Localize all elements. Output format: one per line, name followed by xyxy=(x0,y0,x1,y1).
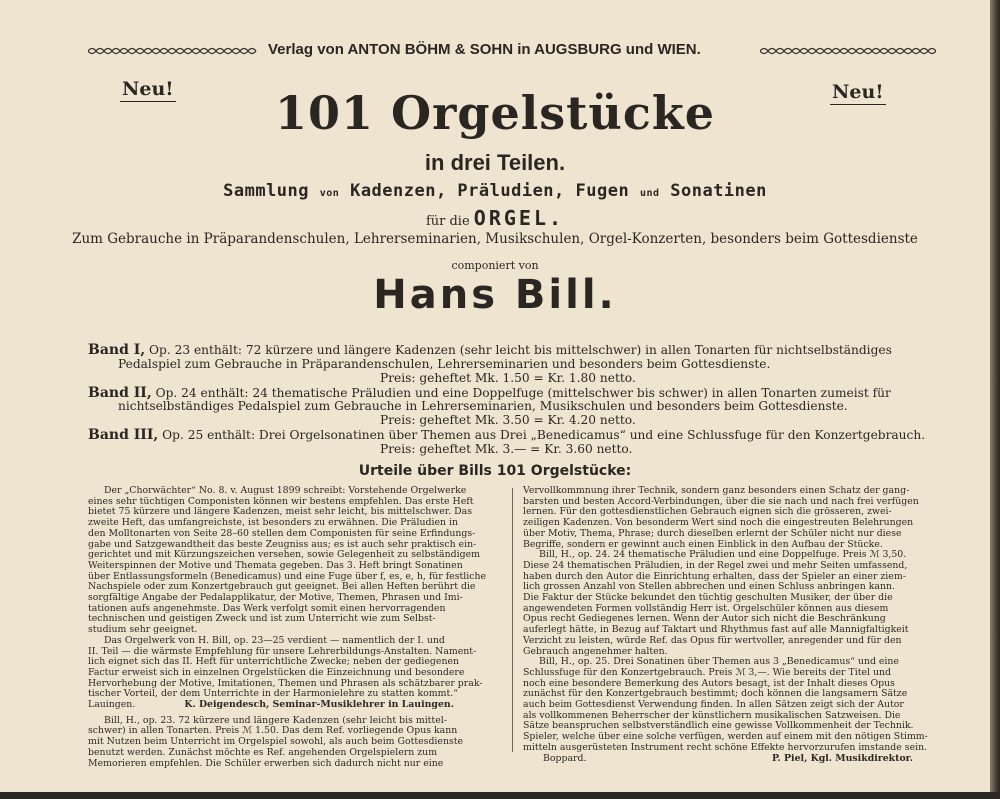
band-2-line2: nichtselbständiges Pedalspiel zum Gebrauche in Lehrerseminarien, Musikschulen und besonders beim Gottesdienste. xyxy=(118,399,848,413)
review-line: Nachspiele oder zum Konzertgebrauch gut geeignet. Bei allen Heften berührt die xyxy=(88,581,476,593)
band-2-label: Band II, xyxy=(88,385,152,401)
fuer-die-text: für die xyxy=(425,214,470,229)
band-3-line1 xyxy=(88,427,925,443)
review-line: mitteln ausgerüsteten Instrument recht schöne Effekte hervorzurufen imstande sein. xyxy=(523,741,928,753)
review-signature-1 xyxy=(88,700,503,711)
review-line: lich grossen Anzahl von Stellen abbrechen und einen Schluss anbringen kann. xyxy=(523,581,896,593)
signature-name: K. Deigendesch, Seminar-Musiklehrer in Lauingen. xyxy=(184,699,454,711)
band-3-price: Preis: geheftet Mk. 3.— = Kr. 3.60 netto. xyxy=(380,442,633,456)
review-line: Hervorhebung der Motive, Imitationen, Themen und Phrasen als schätzbarer prak- xyxy=(88,677,483,689)
review-line: tationen aufs angenehmste. Das Werk verfolgt somit einen hervorragenden xyxy=(88,602,446,614)
review-line: auch beim Gottesdienst Verwendung finden. In allen Sätzen zeigt sich der Autor xyxy=(523,699,904,711)
review-line: Sätze beanspruchen selbstverständlich eine gewisse Vollkommenheit der Technik. xyxy=(523,720,914,732)
usage-line: Zum Gebrauche in Präparandenschulen, Lehrerseminarien, Musikschulen, Orgel-Konzerten, besonders beim Gottesdienste xyxy=(72,231,918,247)
review-line: Factur erweist sich in einzelnen Orgelstücken die Einzeichnung und besondere xyxy=(88,666,465,678)
review-line: lernen. Für den gottesdienstlichen Gebrauch eignen sich die grösseren, zwei- xyxy=(523,506,892,518)
review-line: zunächst für den Konzertgebrauch bestimmt; doch können die langsamern Sätze xyxy=(523,688,908,700)
review-line: zeiligen Kadenzen. Von besonderm Wert sind noch die eingestreuten Belehrungen xyxy=(523,517,914,529)
review-line: eines sehr tüchtigen Componisten können wir bestens empfehlen. Das erste Heft xyxy=(88,495,474,507)
review-line: über Motiv, Thema, Phrase; durch dieselben erlernt der Schüler nicht nur diese xyxy=(523,527,902,539)
review-line: Diese 24 thematischen Präludien, in der Regel zwei und mehr Seiten umfassend, xyxy=(523,559,908,571)
collection-part2: Kadenzen, Präludien, Fugen xyxy=(350,181,630,201)
instrument-line xyxy=(0,206,990,230)
review-line: Memorieren empfehlen. Die Schüler erwerben sich dadurch nicht nur eine xyxy=(88,757,444,769)
right-ornament xyxy=(760,46,936,56)
review-line: Bill, H., op. 24. 24 thematische Präludien und eine Doppelfuge. Preis ℳ 3,50. xyxy=(539,549,907,561)
signature-place: Boppard. xyxy=(543,752,587,764)
band-2-text1: Op. 24 enthält: 24 thematische Präludien und eine Doppelfuge (mittelschwer bis schwer) in allen Tonarten zumeist für xyxy=(155,386,891,400)
neu-label-left: Neu! xyxy=(122,78,174,100)
publisher-line: Verlag von ANTON BÖHM & SOHN in AUGSBURG und WIEN. xyxy=(268,41,701,58)
review-line: Opus recht Gediegenes lernen. Wenn der Autor sich nicht die Beschränkung xyxy=(523,613,886,625)
review-line: noch eine besondere Bemerkung des Autors besagt, ist der Inhalt dieses Opus xyxy=(523,677,895,689)
review-line: über Entlassungsformeln (Benedicamus) und eine Fuge über f, es, e, h, für festliche xyxy=(88,570,487,582)
review-line: gabe und Satzgewandtheit das beste Zeugniss aus; es ist auch sehr praktisch ein- xyxy=(88,538,477,550)
review-line: den Molltonarten von Seite 28–60 stellen dem Componisten für seine Erfindungs- xyxy=(88,527,476,539)
left-ornament xyxy=(88,46,260,56)
collection-part1: Sammlung xyxy=(223,181,310,201)
composer-name: Hans Bill. xyxy=(373,272,617,318)
review-line: Gebrauch angenehmer halten. xyxy=(523,645,668,657)
review-line: Die Faktur der Stücke bekundet den tüchtig geschulten Musiker, der über die xyxy=(523,592,893,604)
review-line: barsten und besten Accord-Verbindungen, über die sie nach und nach frei verfügen xyxy=(523,495,919,507)
review-op24-25 xyxy=(523,486,943,754)
review-line: als vollkommenen Beherrscher der künstlichern musikalischen Satzweisen. Die xyxy=(523,709,901,721)
reviews-column-left xyxy=(88,486,503,769)
band-1-line2: Pedalspiel zum Gebrauche in Präparandenschulen, Lehrerseminarien und besonders beim Gottesdienste. xyxy=(118,357,771,371)
subtitle: in drei Teilen. xyxy=(424,150,566,175)
review-line: Schlussfuge für den Konzertgebrauch. Preis ℳ 3,—. Wie bereits der Titel und xyxy=(523,666,891,678)
column-divider xyxy=(512,488,513,752)
componiert-von: componiert von xyxy=(451,259,539,272)
review-line: Bill, H., op. 23. 72 kürzere und längere Kadenzen (sehr leicht bis mittel- xyxy=(104,714,447,726)
band-3-text1: Op. 25 enthält: Drei Orgelsonatinen über Themen aus Drei „Benedicamus“ und eine Schlussfuge für den Konzertgebrauch. xyxy=(162,428,926,442)
review-line: sorgfältige Angabe der Pedalapplikatur, der Motive, Themen, Phrasen und Imi- xyxy=(88,592,463,604)
collection-line xyxy=(0,181,990,201)
reviews-column-right xyxy=(523,486,943,764)
page-bottom-shadow xyxy=(0,792,1000,799)
review-line: zweite Heft, das umfangreichste, ist besonders zu erwähnen. Die Präludien in xyxy=(88,517,459,529)
review-line: tischer Vorteil, der dem Unterrichte in der Harmonielehre zu statten kommt.“ xyxy=(88,688,459,700)
review-line: benutzt werden. Zunächst möchte es Ref. angehenden Orgelspielern zum xyxy=(88,746,438,758)
review-line: Weiterspinnen der Motive und Themata gegeben. Das 3. Heft bringt Sonatinen xyxy=(88,559,463,571)
review-line: Vervollkommnung ihrer Technik, sondern ganz besonders einen Schatz der gang- xyxy=(523,485,910,496)
review-line: haben durch den Autor die Einrichtung erhalten, dass der Spieler an einer ziem- xyxy=(523,570,906,582)
collection-und: und xyxy=(639,188,660,199)
review-op23 xyxy=(88,716,503,770)
band-1-price: Preis: geheftet Mk. 1.50 = Kr. 1.80 netto. xyxy=(380,371,636,385)
band-1-text1: Op. 23 enthält: 72 kürzere und längere Kadenzen (sehr leicht bis mittelschwer) in allen Tonarten für nichtselbständiges xyxy=(149,343,892,357)
review-signature-2 xyxy=(523,754,943,765)
review-line: bietet 75 kürzere und längere Kadenzen, meist sehr leicht, bis mittelschwer. Das xyxy=(88,506,473,518)
review-line: angewendeten Formen vollständig Herr ist. Orgelschüler können aus diesem xyxy=(523,602,889,614)
review-line: auferlegt hätte, in Bezug auf Taktart und Rhythmus fast auf alle Mannigfaltigkeit xyxy=(523,624,909,636)
review-line: gerichtet und mit Kürzungszeichen versehen, sowie Gelegenheit zu selbständigem xyxy=(88,549,480,561)
review-chorwaechter xyxy=(88,486,503,700)
review-line: Begriffe, sondern er gewinnt auch einen Einblick in den Aufbau der Stücke. xyxy=(523,538,883,550)
reviews-heading: Urteile über Bills 101 Orgelstücke: xyxy=(358,463,632,479)
collection-part3: Sonatinen xyxy=(670,181,767,201)
review-line: Bill, H., op. 25. Drei Sonatinen über Themen aus 3 „Benedicamus“ und eine xyxy=(539,656,899,668)
review-line: Das Orgelwerk von H. Bill, op. 23—25 verdient — namentlich der I. und xyxy=(104,634,445,646)
review-line: Spieler, welche über eine solche verfügen, werden auf einem mit den nötigen Stimm- xyxy=(523,731,928,743)
signature-place: Lauingen. xyxy=(88,699,136,711)
instrument-name: ORGEL. xyxy=(473,206,565,230)
page-title: 101 Orgelstücke xyxy=(275,86,715,140)
review-line: Verzicht zu leisten, würde Ref. das Opus für wertvoller, anregender und für den xyxy=(523,634,902,646)
collection-von: von xyxy=(319,188,340,199)
neu-label-right: Neu! xyxy=(832,81,884,103)
band-1-line1 xyxy=(88,342,892,358)
book-binding-edge xyxy=(990,0,1000,799)
band-2-price: Preis: geheftet Mk. 3.50 = Kr. 4.20 netto. xyxy=(380,413,636,427)
signature-name: P. Piel, Kgl. Musikdirektor. xyxy=(772,752,913,764)
review-line: studium sehr geeignet. xyxy=(88,624,198,636)
review-line: Der „Chorwächter“ No. 8. v. August 1899 schreibt: Vorstehende Orgelwerke xyxy=(104,485,467,496)
review-line: II. Teil — die wärmste Empfehlung für unsere Lehrerbildungs-Anstalten. Nament- xyxy=(88,645,477,657)
review-line: lich eignet sich das II. Heft für unterrichtliche Zwecke; neben der gediegenen xyxy=(88,656,460,668)
band-3-label: Band III, xyxy=(88,427,159,443)
review-line: mit Nutzen beim Unterricht im Orgelspiel sowohl, als auch beim Gottesdienste xyxy=(88,736,464,748)
review-line: schwer) in allen Tonarten. Preis ℳ 1.50. Das dem Ref. vorliegende Opus kann xyxy=(88,725,458,737)
band-1-label: Band I, xyxy=(88,342,146,358)
review-line: technischen und geistigen Zweck und ist zum Unterricht wie zum Selbst- xyxy=(88,613,436,625)
